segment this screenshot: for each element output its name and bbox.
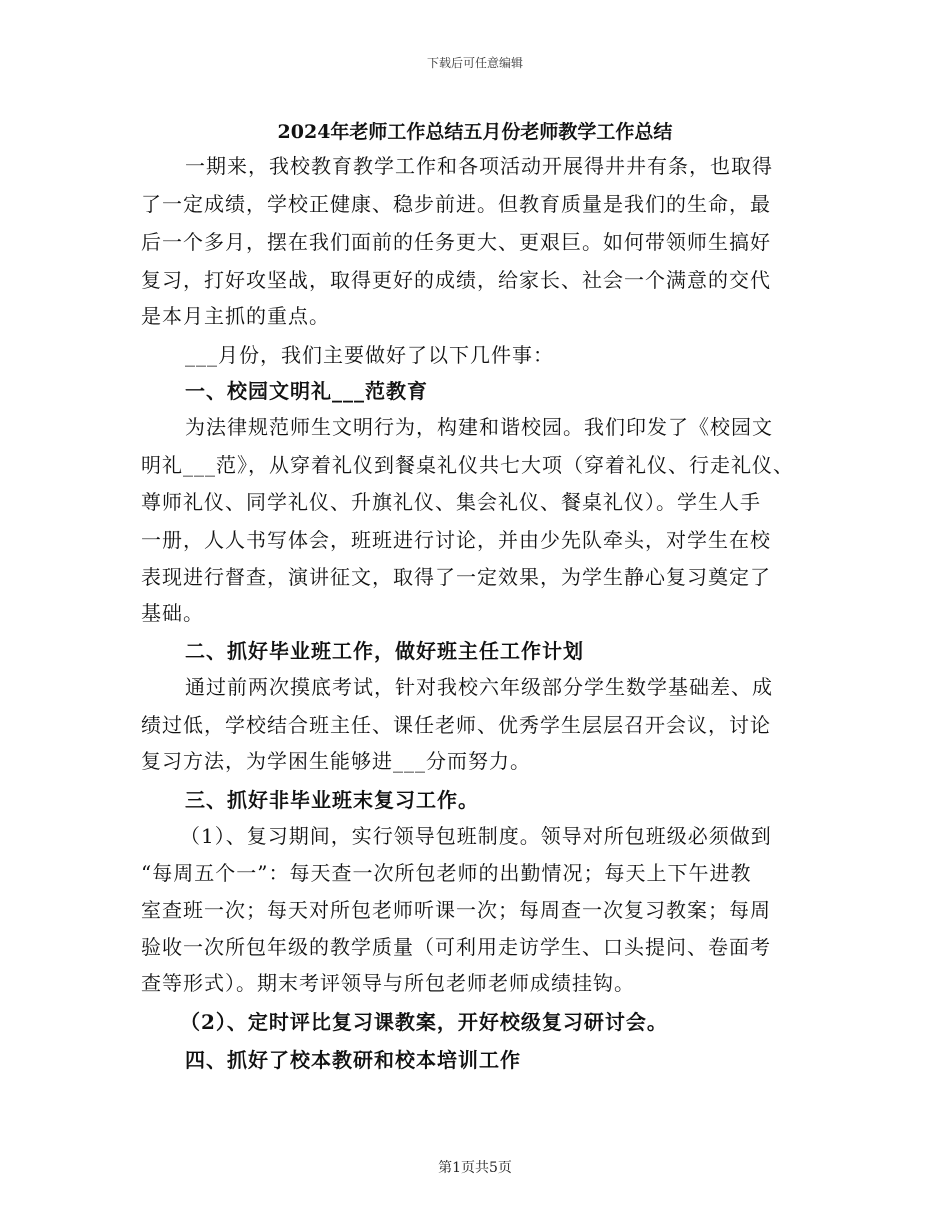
body-line: 查等形式）。期末考评领导与所包老师老师成绩挂钩。 (141, 971, 635, 995)
section-heading: 一、校园文明礼___范教育 (185, 379, 428, 403)
body-line: 室查班一次；每天对所包老师听课一次；每周查一次复习教案；每周 (141, 898, 771, 922)
document-title: 2024年老师工作总结五月份老师教学工作总结 (277, 121, 673, 143)
body-line: 表现进行督查，演讲征文，取得了一定效果，为学生静心复习奠定了 (141, 565, 771, 589)
body-line: 通过前两次摸底考试，针对我校六年级部分学生数学基础差、成 (185, 675, 773, 699)
body-line: “每周五个一”：每天查一次所包老师的出勤情况；每天上下午进教 (141, 861, 752, 885)
page-footer: 第1页共5页 (438, 1160, 512, 1176)
body-line: 尊师礼仪、同学礼仪、升旗礼仪、集会礼仪、餐桌礼仪）。学生人手 (141, 490, 761, 514)
body-line: 为法律规范师生文明行为，构建和谐校园。我们印发了《校园文 (185, 415, 773, 439)
body-line: 复习方法，为学困生能够进___分而努力。 (141, 749, 531, 773)
section-heading: （2）、定时评比复习课教案，开好校级复习研讨会。 (180, 1010, 668, 1034)
body-line: 复习，打好攻坚战，取得更好的成绩，给家长、社会一个满意的交代 (141, 268, 771, 292)
body-line: ___月份，我们主要做好了以下几件事： (185, 343, 554, 367)
body-line: 一册，人人书写体会，班班进行讨论，并由少先队牵头，对学生在校 (141, 528, 771, 552)
page-header: 下载后可任意编辑 (426, 56, 523, 70)
body-line: 基础。 (141, 601, 204, 625)
body-line: 了一定成绩，学校正健康、稳步前进。但教育质量是我们的生命，最 (141, 192, 771, 216)
body-line: 明礼___范》，从穿着礼仪到餐桌礼仪共七大项（穿着礼仪、行走礼仪、 (141, 453, 794, 477)
section-heading: 四、抓好了校本教研和校本培训工作 (185, 1048, 521, 1072)
section-heading: 二、抓好毕业班工作，做好班主任工作计划 (185, 639, 584, 663)
section-heading: 三、抓好非毕业班末复习工作。 (185, 788, 479, 812)
body-line: 验收一次所包年级的教学质量（可利用走访学生、口头提问、卷面考 (141, 935, 771, 959)
body-line: 绩过低，学校结合班主任、课任老师、优秀学生层层召开会议，讨论 (141, 713, 771, 737)
body-line: （1）、复习期间，实行领导包班制度。领导对所包班级必须做到 (180, 824, 772, 848)
body-line: 一期来，我校教育教学工作和各项活动开展得井井有条，也取得 (185, 154, 773, 178)
body-line: 是本月主抓的重点。 (141, 304, 330, 328)
body-line: 后一个多月，摆在我们面前的任务更大、更艰巨。如何带领师生搞好 (141, 230, 771, 254)
